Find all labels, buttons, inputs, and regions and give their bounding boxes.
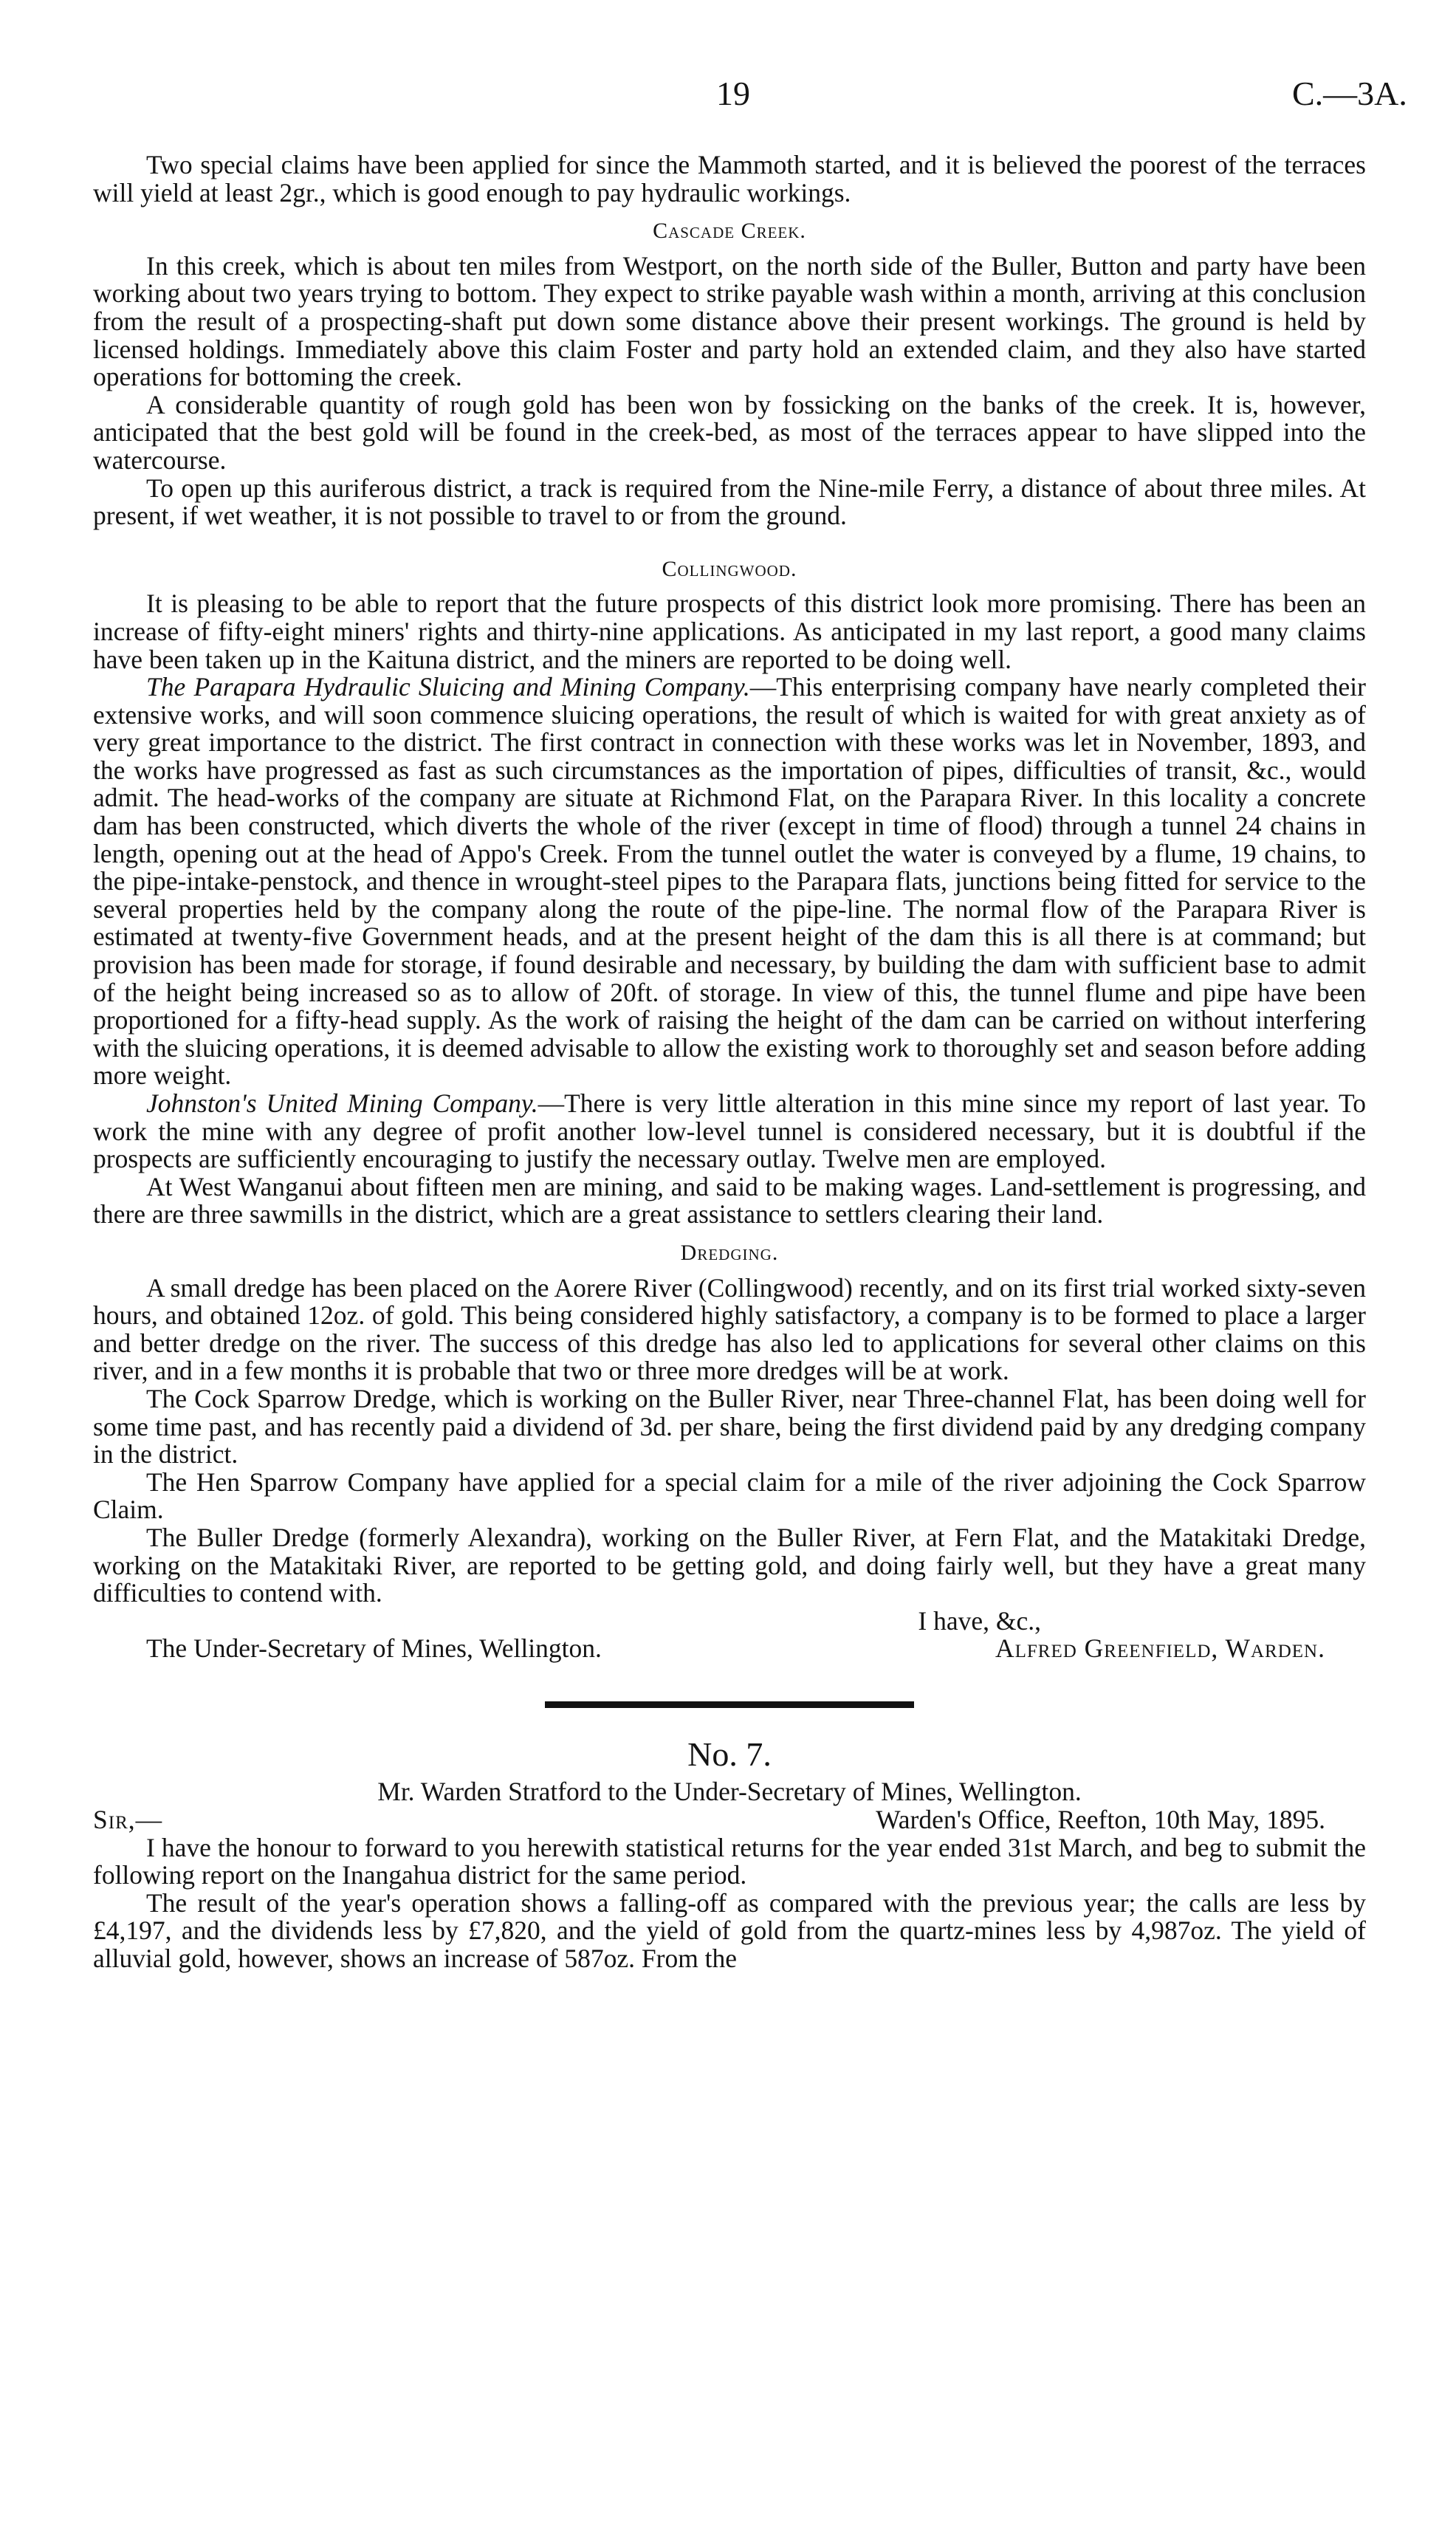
page-number: 19 bbox=[716, 75, 750, 112]
document-reference: C.—3A. bbox=[1292, 75, 1407, 112]
letter-number: No. 7. bbox=[687, 1735, 772, 1773]
closing-formula: I have, &c., bbox=[918, 1605, 1041, 1636]
paragraph: The Cock Sparrow Dredge, which is working on the Buller River, near Three-channel Flat, has been doing well for some time past, and has recently paid a dividend of 3d. per share, being the first dividend paid by any dredging company in the district. bbox=[93, 1383, 1366, 1469]
section-heading-cascade-creek: Cascade Creek. bbox=[653, 219, 806, 244]
section-heading-collingwood: Collingwood. bbox=[662, 556, 797, 581]
paragraph: The result of the year's operation shows a falling-off as compared with the previous year; the calls are less by £4,197, and the dividends less by £7,820, and the yield of gold from the quartz-mines less by 4,987oz. The yield of alluvial gold, however, shows an increase of 587oz. From the bbox=[93, 1887, 1366, 1974]
company-title: Johnston's United Mining Company. bbox=[146, 1088, 538, 1118]
letter-from-to: Mr. Warden Stratford to the Under-Secretary of Mines, Wellington. bbox=[377, 1777, 1082, 1807]
paragraph-text: —This enterprising company have nearly completed their extensive works, and will soon commence sluicing operations, the result of which is waited for with great anxiety as of very great importance to the district. The first contract in connection with these works was let in November, 1893, and the works have progressed as fast as such circumstances as the importation of pipes, difficulties of transit, &c., would admit. The head-works of the company are situate at Richmond Flat, on the Parapara River. In this locality a concrete dam has been constructed, which diverts the whole of the river (except in time of flood) through a tunnel 24 chains in length, opening out at the head of Appo's Creek. From the tunnel outlet the water is conveyed by a flume, 19 chains, to the pipe-intake-penstock, and thence in wrought-steel pipes to the Parapara flats, junctions being fitted for service to the several properties held by the company along the route of the pipe-line. The normal flow of the Parapara River is estimated at twenty-five Government heads, and at the present height of the dam this is all there is at command; but provision has been made for storage, if found desirable and necessary, by building the dam with sufficient base to admit of the height being increased so as to allow of 20ft. of storage. In view of this, the tunnel flume and pipe have been proportioned for a fifty-head supply. As the work of raising the height of the dam can be carried on without interfering with the sluicing operations, it is deemed advisable to allow the existing work to thoroughly set and season before adding more weight. bbox=[93, 672, 1366, 1091]
paragraph: A considerable quantity of rough gold has been won by fossicking on the banks of the creek. It is, however, anticipated that the best gold will be found in the creek-bed, as most of the terraces appear to have slipped into the watercourse. bbox=[93, 389, 1366, 475]
salutation-line bbox=[93, 1806, 1366, 1834]
text-column bbox=[93, 151, 1366, 1973]
paragraph: It is pleasing to be able to report that the future prospects of this district look more promising. There has been an increase of fifty-eight miners' rights and thirty-nine applications. As anticipated in my last report, a good many claims have been taken up in the Kaituna district, and the miners are reported to be doing well. bbox=[93, 589, 1366, 674]
signatory: Alfred Greenfield, Warden. bbox=[995, 1633, 1325, 1664]
paragraph-text: —There is very little alteration in this mine since my report of last year. To work the mine with any degree of profit another low-level tunnel is considered necessary, but it is doubtful if the prospects are sufficiently encouraging to justify the necessary outlay. Twelve men are employed. bbox=[93, 1088, 1366, 1174]
paragraph: At West Wanganui about fifteen men are mining, and said to be making wages. Land-settlement is progressing, and there are three sawmills in the district, which are a great assistance to settlers clearing their land. bbox=[93, 1171, 1366, 1229]
section-heading-dredging: Dredging. bbox=[680, 1240, 779, 1265]
intro-paragraph: Two special claims have been applied for since the Mammoth started, and it is believed the poorest of the terraces will yield at least 2gr., which is good enough to pay hydraulic workings. bbox=[93, 150, 1366, 208]
paragraph-parapara bbox=[93, 673, 1366, 1090]
paragraph: To open up this auriferous district, a track is required from the Nine-mile Ferry, a distance of about three miles. At present, if wet weather, it is not possible to travel to or from the ground. bbox=[93, 473, 1366, 531]
salutation: Sir,— bbox=[93, 1805, 163, 1835]
paragraph: A small dredge has been placed on the Aorere River (Collingwood) recently, and on its first trial worked sixty-seven hours, and obtained 12oz. of gold. This being considered highly satisfactory, a company is to be formed to place a larger and better dredge on the river. The success of this dredge has also led to applications for several other claims on this river, and in a few months it is probable that two or three more dredges will be at work. bbox=[93, 1272, 1366, 1386]
paragraph-johnston bbox=[93, 1090, 1366, 1173]
signature-line bbox=[93, 1635, 1366, 1663]
paragraph: The Hen Sparrow Company have applied for a special claim for a mile of the river adjoining the Cock Sparrow Claim. bbox=[93, 1467, 1366, 1525]
addressee: The Under-Secretary of Mines, Wellington. bbox=[146, 1633, 602, 1664]
place-date: Warden's Office, Reefton, 10th May, 1895. bbox=[876, 1805, 1325, 1835]
company-title: The Parapara Hydraulic Sluicing and Mining Company. bbox=[146, 672, 750, 702]
paragraph: In this creek, which is about ten miles from Westport, on the north side of the Buller, Button and party have been working about two years trying to bottom. They expect to strike payable wash within a month, arriving at this conclusion from the result of a prospecting-shaft put down some distance above their present workings. The ground is held by licensed holdings. Immediately above this claim Foster and party hold an extended claim, and they also have started operations for bottoming the creek. bbox=[93, 250, 1366, 392]
paragraph: I have the honour to forward to you herewith statistical returns for the year ended 31st March, and beg to submit the following report on the Inangahua district for the same period. bbox=[93, 1832, 1366, 1890]
paragraph: The Buller Dredge (formerly Alexandra), working on the Buller River, at Fern Flat, and the Matakitaki Dredge, working on the Matakitaki River, are reported to be getting gold, and doing fairly well, but they have a great many difficulties to contend with. bbox=[93, 1522, 1366, 1608]
section-divider bbox=[545, 1701, 914, 1708]
